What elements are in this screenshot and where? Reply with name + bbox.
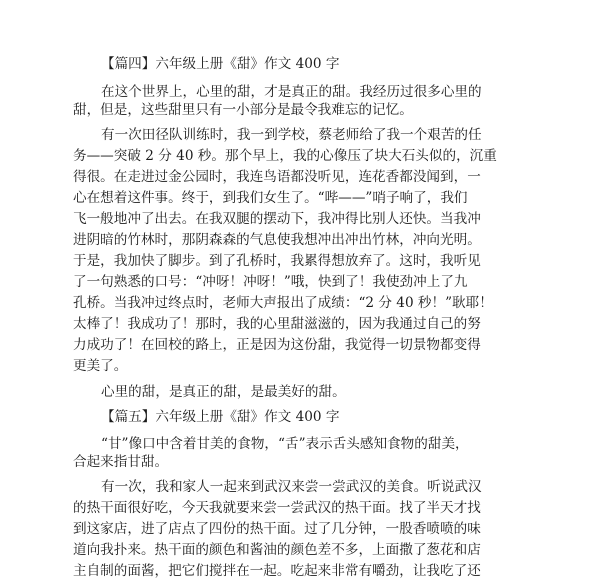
section-heading-4: 【篇四】六年级上册《甜》作文 400 字 — [101, 56, 340, 72]
paragraph-line: 孔桥。当我冲过终点时，老师大声报出了成绩：“2 分 40 秒！”耿耶！ — [73, 295, 493, 311]
section-heading-5: 【篇五】六年级上册《甜》作文 400 字 — [101, 409, 340, 425]
paragraph-line: 飞一般地冲了出去。在我双腿的摆动下，我冲得比别人还快。当我冲 — [73, 211, 481, 227]
paragraph-line: 合起来指甘甜。 — [73, 454, 169, 470]
paragraph-line: 务——突破 2 分 40 秒。那个早上，我的心像压了块大石头似的，沉重 — [73, 148, 497, 164]
paragraph-line: 太棒了！我成功了！那时，我的心里甜滋滋的，因为我通过自己的努 — [73, 316, 481, 332]
paragraph-line: 有一次田径队训练时，我一到学校，蔡老师给了我一个艰苦的任 — [101, 127, 482, 143]
paragraph-line: 于是，我加快了脚步。到了孔桥时，我累得想放弃了。这时，我听见 — [73, 253, 481, 269]
paragraph-line: 甜，但是，这些甜里只有一小部分是最令我难忘的记忆。 — [73, 102, 413, 118]
paragraph-line: 得很。在走进过金公园时，我连鸟语都没听见，连花香都没闻到，一 — [73, 169, 481, 185]
paragraph-line: 心在想着这件事。终于，到我们女生了。“哔——”哨子响了，我们 — [73, 190, 468, 206]
paragraph-line: 道向我扑来。热干面的颜色和酱油的颜色差不多，上面撒了葱花和店 — [73, 542, 481, 558]
paragraph-line: “甘”像口中含着甘美的食物，“舌”表示舌头感知食物的甜美， — [101, 436, 469, 452]
paragraph-line: 进阴暗的竹林时，那阴森森的气息使我想冲出冲出竹林，冲向光明。 — [73, 232, 481, 248]
paragraph-line: 主自制的面酱，把它们搅拌在一起。吃起来非常有嚼劲，让我吃了还 — [73, 563, 481, 579]
paragraph-line: 了一句熟悉的口号：“冲呀！冲呀！”哦，快到了！我使劲冲上了九 — [73, 274, 468, 290]
paragraph-line: 力成功了！在回校的路上，正是因为这份甜，我觉得一切景物都变得 — [73, 337, 481, 353]
paragraph-line: 更美了。 — [73, 358, 128, 374]
paragraph-line: 到这家店，进了店点了四份的热干面。过了几分钟，一股香喷喷的味 — [73, 521, 481, 537]
paragraph-line: 心里的甜，是真正的甜，是最美好的甜。 — [101, 384, 346, 400]
paragraph-line: 在这个世界上，心里的甜，才是真正的甜。我经历过很多心里的 — [101, 84, 482, 100]
paragraph-line: 的热干面很好吃，今天我就要来尝一尝武汉的热干面。找了半天才找 — [73, 500, 481, 516]
paragraph-line: 有一次，我和家人一起来到武汉来尝一尝武汉的美食。听说武汉 — [101, 479, 482, 495]
